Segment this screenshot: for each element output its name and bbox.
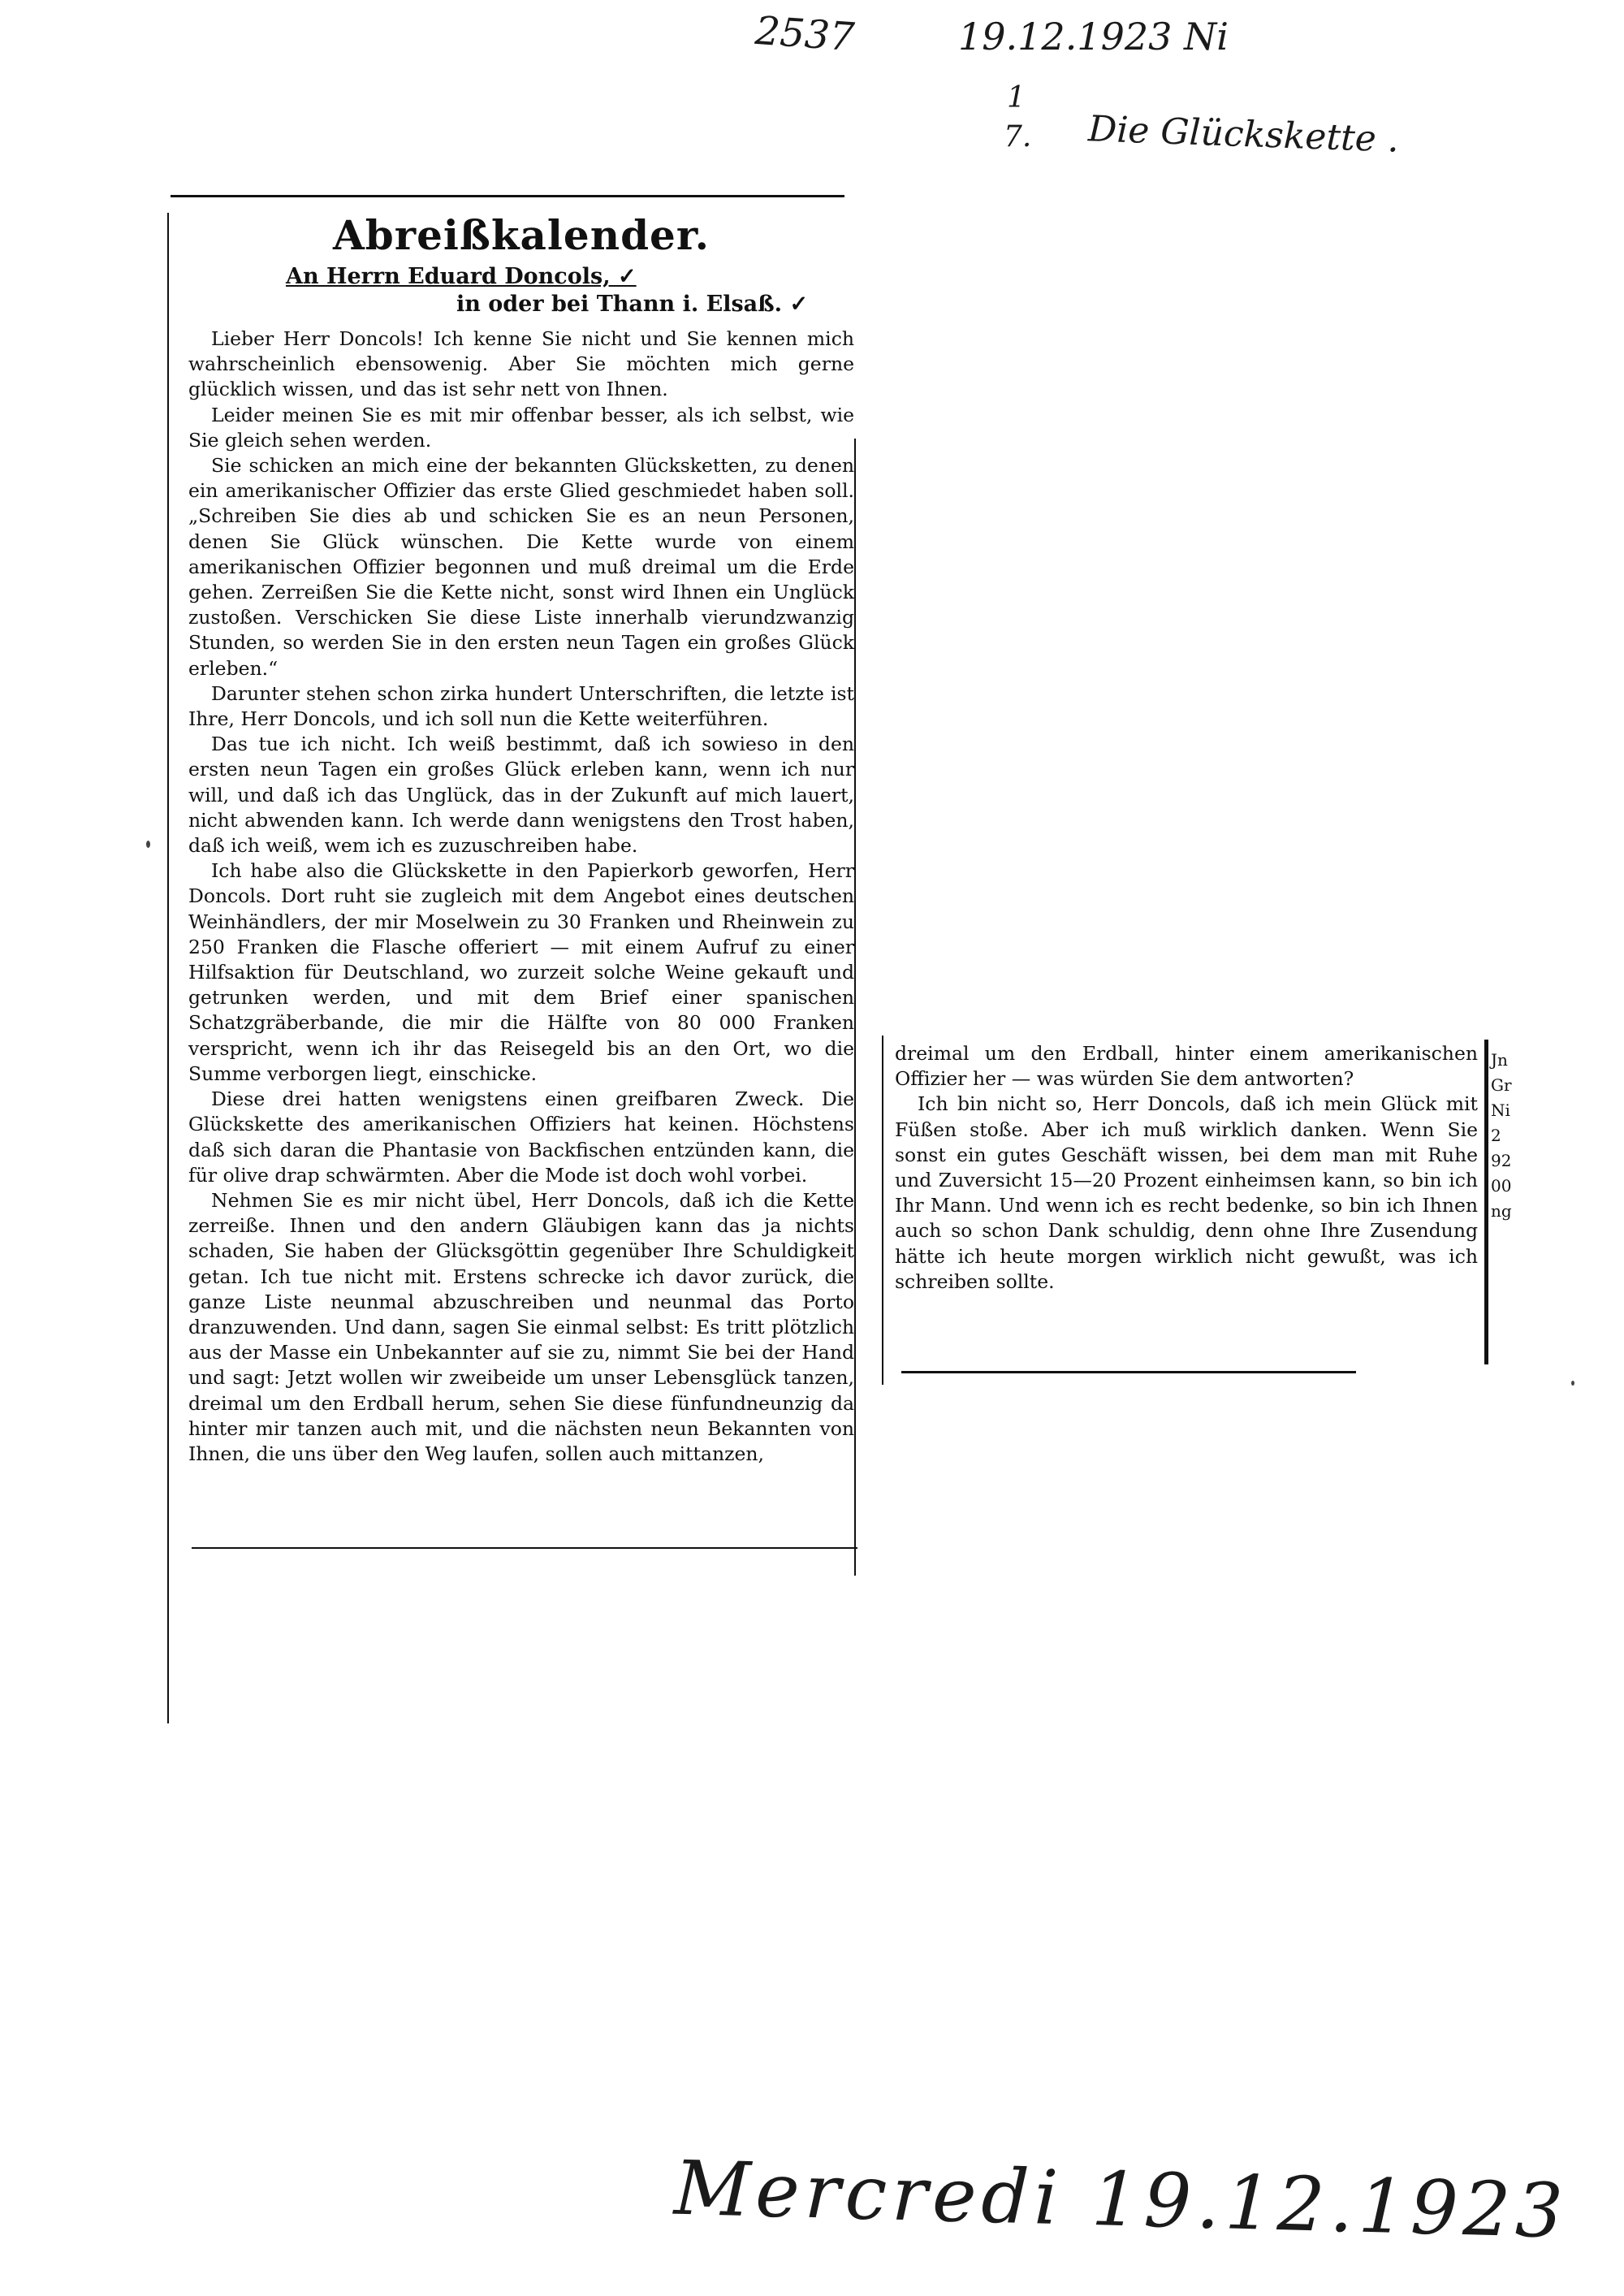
- margin-fragment: Ni: [1491, 1100, 1510, 1120]
- margin-fragment: Gr: [1491, 1075, 1512, 1095]
- left-clipping-top-rule: [171, 195, 844, 197]
- article-paragraph: Darunter stehen schon zirka hundert Unterschriften, die letzte ist Ihre, Herr Doncols, und ich soll nun die Kette weiterführen.: [188, 681, 854, 731]
- margin-fragment: 2: [1491, 1126, 1501, 1145]
- article-right-column: [895, 1041, 1478, 1295]
- article-paragraph: Ich habe also die Glückskette in den Papierkorb geworfen, Herr Doncols. Dort ruht sie zugleich mit dem Angebot eines deutschen Weinhändlers, der mir Moselwein zu 30 Franken und Rheinwein zu 250 Franken die Flasche offeriert — mit einem Aufruf zu einer Hilfsaktion für Deutschland, wo zurzeit solche Weine gekauft und getrunken werden, und mit dem Brief einer spanischen Schatzgräberbande, die mir die Hälfte von 80 000 Franken verspricht, wenn ich ihr das Reisegeld bis an den Ort, wo die Summe verborgen liegt, einschicke.: [188, 859, 854, 1085]
- date-annotation-top: 19.12.1923 Ni: [958, 15, 1229, 58]
- margin-fragment: Jn: [1491, 1050, 1508, 1070]
- article-paragraph: Diese drei hatten wenigstens einen greifbaren Zweck. Die Glückskette des amerikanischen Offiziers hat keinen. Höchstens daß sich daran die Phantasie von Backfischen entzünden kann, die für olive drap schwärmten. Aber die Mode ist doch wohl vorbei.: [188, 1087, 854, 1187]
- right-margin-fragments: [1491, 1048, 1523, 1224]
- article-addressee: An Herrn Eduard Doncols, ✓: [286, 264, 637, 289]
- article-paragraph: Das tue ich nicht. Ich weiß bestimmt, daß ich sowieso in den ersten neun Tagen ein großes Glück erleben kann, wenn ich nur will, und daß ich das Unglück, das in der Zukunft auf mich lauert, nicht abwenden kann. Ich werde dann wenigstens den Trost haben, daß ich weiß, wem ich es zuzuschreiben habe.: [188, 733, 854, 858]
- topic-annotation: Die Glückskette .: [1087, 108, 1400, 161]
- margin-fragment: 92: [1491, 1151, 1512, 1170]
- scan-speck: [1571, 1381, 1574, 1386]
- article-paragraph: Ich bin nicht so, Herr Doncols, daß ich mein Glück mit Füßen stoße. Aber ich muß wirklich danken. Wenn Sie sonst ein gutes Geschäft wissen, bei dem man mit Ruhe und Zuversicht 15—20 Prozent einheimsen kann, so bin ich Ihr Mann. Und wenn ich es recht bedenke, so bin ich Ihnen auch so schon Dank schuldig, denn ohne Ihre Zusendung hätte ich heute morgen wirklich nicht gewußt, was ich schreiben sollte.: [895, 1092, 1478, 1293]
- margin-fragment: ng: [1491, 1201, 1512, 1221]
- left-clipping-left-border: [167, 213, 169, 1723]
- margin-mark-1: 1: [1007, 81, 1026, 115]
- article-left-column: [188, 213, 854, 1467]
- right-clipping-bottom-rule: [901, 1371, 1356, 1373]
- left-clipping-cut-rule: [192, 1547, 857, 1549]
- archive-number: 2537: [754, 7, 856, 61]
- margin-mark-2: 7.: [1004, 120, 1032, 153]
- left-clipping-right-border: [854, 439, 856, 1576]
- article-paragraph: Sie schicken an mich eine der bekannten Glücksketten, zu denen ein amerikanischer Offizier das erste Glied geschmiedet haben soll. „Schreiben Sie dies ab und schicken Sie es an neun Personen, denen Sie Glück wünschen. Die Kette wurde von einem amerikanischen Offizier begonnen und muß dreimal um die Erde gehen. Zerreißen Sie die Kette nicht, sonst wird Ihnen ein Unglück zustoßen. Verschicken Sie diese Liste innerhalb vierundzwanzig Stunden, so werden Sie in den ersten neun Tagen ein großes Glück erleben.“: [188, 454, 854, 680]
- article-paragraph: Leider meinen Sie es mit mir offenbar besser, als ich selbst, wie Sie gleich sehen werden.: [188, 403, 854, 452]
- article-paragraph: Lieber Herr Doncols! Ich kenne Sie nicht und Sie kennen mich wahrscheinlich ebensowenig. Aber Sie möchten mich gerne glücklich wissen, und das ist sehr nett von Ihnen.: [188, 327, 854, 401]
- scan-speck: [146, 841, 150, 848]
- article-paragraph: Nehmen Sie es mir nicht übel, Herr Doncols, daß ich die Kette zerreiße. Ihnen und den andern Gläubigen kann das ja nichts schaden, Sie haben der Glücksgöttin gegenüber Ihre Schuldigkeit getan. Ich tue nicht mit. Erstens schrecke ich davor zurück, die ganze Liste neunmal abzuschreiben und neunmal das Porto dranzuwenden. Und dann, sagen Sie einmal selbst: Es tritt plötzlich aus der Masse ein Unbekannter auf sie zu, nimmt Sie bei der Hand und sagt: Jetzt wollen wir zweibeide um unser Lebensglück tanzen, dreimal um den Erdball herum, sehen Sie diese fünfundneunzig da hinter mir tanzen auch mit, und die nächsten neun Bekannten von Ihnen, die uns über den Weg laufen, sollen auch mittanzen,: [188, 1188, 854, 1465]
- article-paragraph: dreimal um den Erdball, hinter einem amerikanischen Offizier her — was würden Sie dem antworten?: [895, 1042, 1478, 1091]
- right-clipping-right-border: [1484, 1040, 1488, 1364]
- right-clipping-left-border: [882, 1036, 883, 1385]
- article-headline: Abreißkalender.: [332, 211, 710, 259]
- margin-fragment: 00: [1491, 1176, 1512, 1196]
- date-annotation-bottom: Mercredi 19.12.1923: [672, 2144, 1570, 2255]
- article-addressee-location: in oder bei Thann i. Elsaß. ✓: [456, 292, 809, 317]
